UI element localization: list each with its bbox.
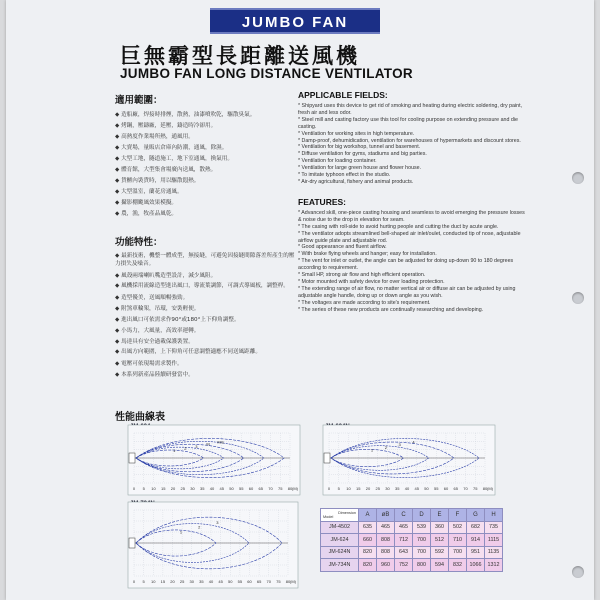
- x-tick-label: 45: [414, 486, 419, 491]
- model-cell: JM-624: [321, 534, 359, 547]
- x-tick-label: 35: [200, 486, 205, 491]
- applicable-fields-heading: APPLICABLE FIELDS:: [298, 90, 388, 100]
- fan-icon: [129, 538, 135, 548]
- unit-label: (M): [290, 579, 296, 584]
- list-item: * The extending range of air flow, no matter vertical air or diffuse air can be adjusted by using adjustable angle handle, doing up or down angle as you wish.: [298, 285, 516, 299]
- table-cell: 800: [413, 559, 431, 572]
- table-cell: 700: [449, 546, 467, 559]
- model-cell: JM-624N: [321, 546, 359, 559]
- column-header: øB: [377, 509, 395, 522]
- x-tick-label: 55: [239, 486, 244, 491]
- curve-label: 1: [370, 447, 374, 453]
- table-cell: 820: [359, 546, 377, 559]
- table-cell: 643: [395, 546, 413, 559]
- table-cell: 832: [449, 559, 467, 572]
- page-title-chinese: 巨無霸型長距離送風機: [120, 44, 360, 68]
- list-item: * The vent for inlet or outlet, the angle can be adjusted for doing up-down 90 to 180 degrees according to requirement.: [298, 258, 514, 272]
- curve-label: M: [206, 441, 210, 447]
- x-tick-label: 5: [337, 486, 340, 491]
- x-tick-label: 5: [142, 579, 145, 584]
- x-tick-label: 10: [151, 579, 156, 584]
- list-item: * Diffuse ventilation for gyms, stadiums and big parties.: [298, 151, 427, 158]
- chart-jm-624n: [323, 424, 495, 495]
- x-tick-label: 0: [132, 486, 136, 491]
- table-cell: 820: [359, 559, 377, 572]
- curve-label: 2: [184, 445, 187, 451]
- chart-jm-624: [128, 424, 300, 495]
- chart-jm-734n: [128, 501, 298, 588]
- list-item: * Ventilation for large green house and flower house.: [298, 165, 422, 172]
- column-header: D: [413, 509, 431, 522]
- fan-icon: [129, 453, 135, 463]
- list-item: ◆ 攝影棚颱風效果模擬。: [115, 200, 178, 206]
- x-tick-label: 10: [151, 486, 156, 491]
- curve-label: 3: [216, 519, 219, 525]
- table-row: [321, 521, 503, 534]
- list-item: * The casing with roll-side to avoid hurting people and cutting the duct by acute angle.: [298, 223, 499, 230]
- curve-label: 2: [198, 524, 201, 530]
- table-cell: 360: [431, 521, 449, 534]
- table-cell: 465: [377, 521, 395, 534]
- list-item: ◆ 造船廠，焊接時排煙，散熱，油漆噴吹乾，驅散臭氣。: [115, 112, 256, 118]
- applications-heading-zh: 適用範圍：: [115, 95, 163, 106]
- list-item: ◆ 體育館，大型集會場廣內送風，散熱。: [115, 167, 217, 173]
- list-item: ◆ 造型優美，送風順暢強勁。: [115, 295, 189, 301]
- x-tick-label: 30: [189, 579, 194, 584]
- x-tick-label: 70: [268, 486, 273, 491]
- table-cell: 1135: [485, 546, 503, 559]
- x-tick-label: 40: [404, 486, 410, 491]
- list-item: ◆ 出風方向範圍，上下仰角可任意調整適應不同送風距離。: [115, 349, 261, 355]
- list-item: ◆ 本系列新產品陸續研發當中。: [115, 372, 194, 378]
- table-cell: 914: [467, 534, 485, 547]
- x-tick-label: 75: [278, 486, 283, 491]
- table-cell: 660: [359, 534, 377, 547]
- x-tick-label: 25: [375, 486, 380, 491]
- table-cell: 808: [377, 546, 395, 559]
- list-item: * Ventilation for big workshop, tunnel and basement.: [298, 144, 421, 151]
- x-tick-label: 60: [443, 486, 449, 491]
- table-cell: 502: [449, 521, 467, 534]
- curve-label: 1: [179, 529, 183, 535]
- x-tick-label: 75: [276, 579, 281, 584]
- x-tick-label: 30: [190, 486, 195, 491]
- x-tick-label: 55: [237, 579, 243, 584]
- page-title-english: JUMBO FAN LONG DISTANCE VENTILATOR: [120, 66, 413, 81]
- list-item: ◆ 電壓可依現場需求製作。: [115, 361, 183, 367]
- list-item: * The ventilator adopts streamlined bell-shaped air inlet/oulet, conducted tip of nose, adjustable airflow guide plate and adjustable rod.: [298, 230, 521, 244]
- x-tick-label: 50: [228, 579, 233, 584]
- table-cell: 951: [467, 546, 485, 559]
- list-item: ◆ 烤鋼，壓鑄廠，延壓，鑄造時冷卻用。: [115, 123, 217, 129]
- table-cell: 700: [413, 534, 431, 547]
- dimension-model-corner: [321, 509, 359, 522]
- chart-frame: [128, 425, 300, 495]
- column-header: A: [359, 509, 377, 522]
- list-item: * Steel mill and casting factory use this tool for cooling purpose on extending pressure and die casting.: [298, 116, 518, 130]
- brand-banner: JUMBO FAN: [210, 8, 380, 34]
- dimension-table: [320, 508, 503, 572]
- performance-curve-title: 性能曲線表: [115, 412, 165, 423]
- curve-label: 3: [195, 443, 198, 449]
- x-tick-label: 40: [208, 579, 214, 584]
- table-cell: 752: [395, 559, 413, 572]
- unit-label: (M): [292, 486, 298, 491]
- list-item: * With brake flying wheels and hanger; easy for installation.: [298, 251, 437, 258]
- unit-label: (M): [487, 486, 493, 491]
- x-tick-label: 0: [327, 486, 331, 491]
- chart-frame: [128, 502, 298, 588]
- table-cell: 960: [377, 559, 395, 572]
- list-item: ◆ 風殼兩端喇叭嘴造型設計，減少風阻。: [115, 273, 217, 279]
- x-tick-label: 60: [248, 486, 254, 491]
- curve-label: 3: [398, 442, 401, 448]
- list-item: ◆ 大型溫室，蘭花房通風。: [115, 189, 183, 195]
- x-tick-label: 75: [473, 486, 478, 491]
- table-cell: 592: [431, 546, 449, 559]
- table-cell: 1312: [485, 559, 503, 572]
- x-tick-label: 45: [219, 486, 224, 491]
- x-tick-label: 20: [170, 579, 175, 584]
- x-tick-label: 80: [287, 486, 293, 491]
- column-header: F: [449, 509, 467, 522]
- x-tick-label: 15: [160, 579, 166, 584]
- table-cell: 539: [413, 521, 431, 534]
- model-cell: JM-734N: [321, 559, 359, 572]
- chart-frame: [323, 425, 495, 495]
- list-item: ◆ 小馬力，大風量，高效率運轉。: [115, 328, 200, 334]
- x-tick-label: 65: [256, 579, 262, 584]
- list-item: ◆ 大型工地，隧道施工，地下室通風，換氣用。: [115, 156, 233, 162]
- x-tick-label: 10: [346, 486, 351, 491]
- list-item: * Good appearance and fluent airflow.: [298, 244, 387, 251]
- table-cell: 710: [449, 534, 467, 547]
- x-tick-label: 45: [218, 579, 223, 584]
- table-header-row: [321, 509, 503, 522]
- x-tick-label: 15: [161, 486, 166, 491]
- column-header: H: [485, 509, 503, 522]
- x-tick-label: 50: [424, 486, 429, 491]
- table-cell: 635: [359, 521, 377, 534]
- list-item: * Ventilation for loading container.: [298, 158, 377, 165]
- list-item: * Motor mounted with safety device for over loading protection.: [298, 278, 445, 285]
- x-tick-label: 70: [266, 579, 271, 584]
- list-item: ◆ 進出風口可依需求作90°或180°上下仰角調整。: [115, 317, 240, 323]
- x-tick-label: 25: [179, 579, 185, 584]
- corner-dimension-label: Dimension: [338, 510, 356, 515]
- list-item: * Ventilation for working sites in high temperature.: [298, 130, 415, 137]
- list-item: * Small HP, strong air flow and high efficient operation.: [298, 272, 426, 279]
- list-item: * The series of these new products are continually researching and developing.: [298, 306, 484, 313]
- curve-label: M/s: [217, 439, 224, 445]
- list-item: ◆ 風機採用流線造型進出風口，導流葉調節，可調式導風板，調整桿。: [115, 283, 289, 289]
- list-item: * The voltages are made according to site's requirement.: [298, 299, 431, 306]
- x-tick-label: 20: [170, 486, 176, 491]
- list-item: ◆ 馬達具有安全過載保護裝置。: [115, 339, 194, 345]
- x-tick-label: 35: [395, 486, 400, 491]
- x-tick-label: 5: [142, 486, 145, 491]
- x-tick-label: 55: [434, 486, 439, 491]
- x-tick-label: 65: [453, 486, 458, 491]
- list-item: * Advanced skill, one-piece casting housing and seamless to avoid emerging the pressure losses & noise due to the drop in elevation for seam.: [298, 209, 525, 223]
- x-tick-label: 80: [482, 486, 488, 491]
- list-item: * Air-dry agricultural, fishery and animal products.: [298, 178, 414, 185]
- list-item: * Shipyard uses this device to get rid of smoking and heating during electric soldering, dry paint, fresh air and less odor.: [298, 103, 523, 116]
- x-tick-label: 20: [365, 486, 371, 491]
- x-tick-label: 70: [463, 486, 468, 491]
- x-tick-label: 50: [229, 486, 234, 491]
- table-row: [321, 534, 503, 547]
- list-item: ◆ 大賣場，量販店倉庫內防潮，通風，除濕。: [115, 145, 228, 151]
- table-cell: 465: [395, 521, 413, 534]
- list-item: ◆ 附煞車輪架，吊環，安裝輕便。: [115, 306, 200, 312]
- table-row: [321, 559, 503, 572]
- x-tick-label: 60: [247, 579, 252, 584]
- features-heading-en: FEATURES:: [298, 196, 347, 207]
- list-item: * To imitate typhoon effect in the studio.: [298, 172, 391, 179]
- fan-icon: [324, 453, 330, 463]
- x-tick-label: 0: [132, 579, 136, 584]
- list-item: ◆ 高熱度作業場所熱，通風用。: [115, 134, 194, 140]
- features-heading-zh: 功能特性：: [115, 237, 163, 248]
- x-tick-label: 25: [180, 486, 185, 491]
- x-tick-label: 15: [356, 486, 361, 491]
- curve-label: 1: [173, 448, 176, 454]
- column-header: E: [431, 509, 449, 522]
- table-cell: 1115: [485, 534, 503, 547]
- table-cell: 700: [413, 546, 431, 559]
- x-tick-label: 35: [199, 579, 204, 584]
- column-header: G: [467, 509, 485, 522]
- x-tick-label: 30: [385, 486, 390, 491]
- x-tick-label: 40: [209, 486, 215, 491]
- table-cell: 712: [395, 534, 413, 547]
- list-item: ◆ 最新技術，機整一體成型，無接縫，可避免因接縫間隙落差所產生的壓力損失及噪音。: [115, 253, 295, 267]
- corner-model-label: Model: [323, 514, 334, 519]
- table-cell: 808: [377, 534, 395, 547]
- column-header: C: [395, 509, 413, 522]
- x-tick-label: 65: [258, 486, 263, 491]
- table-row: [321, 546, 503, 559]
- table-cell: 1066: [467, 559, 485, 572]
- list-item: * Damp-proof, dehumidication, ventilation for warehouses of hypermarkets and discount stores.: [298, 137, 521, 144]
- table-cell: 594: [431, 559, 449, 572]
- curve-label: 4: [412, 439, 415, 445]
- model-cell: JM-4502: [321, 521, 359, 534]
- table-cell: 682: [467, 521, 485, 534]
- list-item: ◆ 貨櫃內裝貨時，用以驅散悶熱。: [115, 178, 200, 184]
- table-cell: 735: [485, 521, 503, 534]
- curve-label: 2: [384, 444, 387, 450]
- x-tick-label: 80: [285, 579, 291, 584]
- list-item: ◆ 農，漁，牧產品風乾。: [115, 211, 178, 217]
- table-cell: 512: [431, 534, 449, 547]
